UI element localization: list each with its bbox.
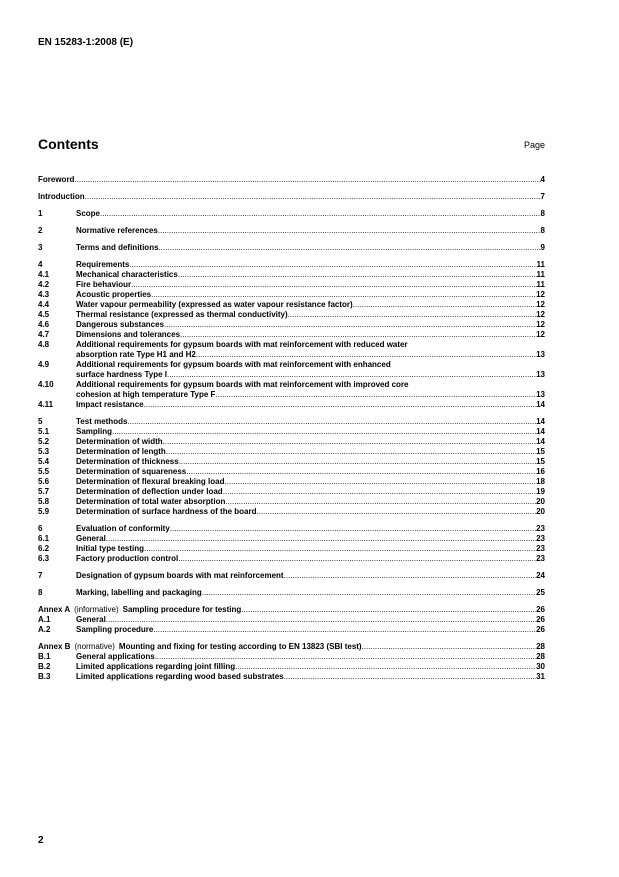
toc-entry[interactable] bbox=[38, 457, 545, 467]
toc-entry[interactable] bbox=[38, 290, 545, 300]
dot-leader bbox=[215, 390, 536, 400]
toc-title: Requirements bbox=[76, 260, 130, 269]
dot-leader bbox=[284, 672, 537, 682]
section-number: 5 bbox=[38, 417, 43, 426]
section-number: 5.6 bbox=[38, 477, 50, 486]
toc-title: Determination of squareness bbox=[76, 467, 187, 476]
toc-page-number: 14 bbox=[536, 427, 545, 436]
toc-page-number: 19 bbox=[536, 487, 545, 496]
toc-entry[interactable] bbox=[38, 300, 545, 310]
dot-leader bbox=[151, 290, 536, 300]
toc-entry[interactable] bbox=[38, 380, 545, 400]
dot-leader bbox=[284, 571, 537, 581]
section-number: 5.1 bbox=[38, 427, 50, 436]
toc-page-number: 26 bbox=[536, 605, 545, 614]
dot-leader bbox=[178, 270, 537, 280]
dot-leader bbox=[202, 588, 536, 598]
section-number: 4.3 bbox=[38, 290, 50, 299]
toc-line bbox=[38, 524, 545, 534]
toc-entry[interactable] bbox=[38, 507, 545, 517]
toc-page-number: 11 bbox=[536, 280, 545, 289]
toc-title: Acoustic properties bbox=[76, 290, 152, 299]
section-number: 5.9 bbox=[38, 507, 50, 516]
toc-entry[interactable] bbox=[38, 209, 545, 219]
section-number: 5.2 bbox=[38, 437, 50, 446]
toc-page-number: 20 bbox=[536, 507, 545, 516]
toc-line bbox=[38, 209, 545, 219]
toc-page-number: 12 bbox=[536, 320, 545, 329]
toc-title: Determination of total water absorption bbox=[76, 497, 226, 506]
dot-leader bbox=[85, 192, 541, 202]
dot-leader bbox=[288, 310, 536, 320]
dot-leader bbox=[235, 662, 536, 672]
section-number: 5.4 bbox=[38, 457, 50, 466]
toc-title: Determination of length bbox=[76, 447, 166, 456]
toc-line bbox=[38, 477, 545, 487]
section-number: 2 bbox=[38, 226, 43, 235]
section-number: 4 bbox=[38, 260, 43, 269]
toc-line bbox=[38, 300, 545, 310]
toc-page-number: 12 bbox=[536, 290, 545, 299]
toc-entry[interactable] bbox=[38, 330, 545, 340]
toc-entry[interactable] bbox=[38, 588, 545, 598]
toc-line bbox=[38, 554, 545, 564]
section-number: 6.3 bbox=[38, 554, 50, 563]
toc-line bbox=[38, 642, 545, 652]
toc-entry[interactable] bbox=[38, 524, 545, 534]
toc-line bbox=[38, 226, 545, 236]
dot-leader bbox=[129, 260, 536, 270]
section-number: 4.8 bbox=[38, 340, 50, 349]
toc-title-continued: absorption rate Type H1 and H2 bbox=[76, 350, 196, 359]
dot-leader bbox=[100, 209, 541, 219]
toc-page-number: 14 bbox=[536, 437, 545, 446]
dot-leader bbox=[225, 497, 536, 507]
toc-entry[interactable] bbox=[38, 534, 545, 544]
toc-entry[interactable] bbox=[38, 642, 545, 652]
toc-entry[interactable] bbox=[38, 270, 545, 280]
toc-page-number: 9 bbox=[540, 243, 545, 252]
toc-entry[interactable] bbox=[38, 400, 545, 410]
dot-leader bbox=[362, 642, 537, 652]
toc-page-number: 11 bbox=[536, 260, 545, 269]
annex-label: Annex B bbox=[38, 642, 71, 651]
section-number: 5.8 bbox=[38, 497, 50, 506]
page-title: Contents bbox=[38, 136, 99, 152]
toc-line bbox=[38, 320, 545, 330]
section-number: 4.1 bbox=[38, 270, 50, 279]
toc-line bbox=[38, 340, 545, 350]
toc-line bbox=[38, 652, 545, 662]
dot-leader bbox=[241, 605, 536, 615]
section-number: 4.4 bbox=[38, 300, 50, 309]
toc-title: Impact resistance bbox=[76, 400, 144, 409]
toc-entry[interactable] bbox=[38, 662, 545, 672]
dot-leader bbox=[163, 437, 536, 447]
toc-page-number: 12 bbox=[536, 310, 545, 319]
toc-title: Foreword bbox=[38, 175, 75, 184]
section-number: A.2 bbox=[38, 625, 51, 634]
section-number: 8 bbox=[38, 588, 43, 597]
section-number: 1 bbox=[38, 209, 43, 218]
toc-line bbox=[38, 615, 545, 625]
toc-entry[interactable] bbox=[38, 310, 545, 320]
toc-entry[interactable] bbox=[38, 571, 545, 581]
toc-page-number: 28 bbox=[536, 652, 545, 661]
section-number: B.3 bbox=[38, 672, 51, 681]
toc-line bbox=[38, 270, 545, 280]
section-number: 3 bbox=[38, 243, 43, 252]
toc-page-number: 8 bbox=[540, 209, 545, 218]
toc-line bbox=[38, 672, 545, 682]
toc-entry[interactable] bbox=[38, 226, 545, 236]
toc-page-number: 12 bbox=[536, 330, 545, 339]
toc-page-number: 23 bbox=[536, 524, 545, 533]
dot-leader bbox=[158, 226, 541, 236]
toc-entry[interactable] bbox=[38, 175, 545, 185]
toc-entry[interactable] bbox=[38, 340, 545, 360]
toc-line bbox=[38, 330, 545, 340]
dot-leader bbox=[224, 477, 536, 487]
section-number: 4.11 bbox=[38, 400, 54, 409]
dot-leader bbox=[144, 400, 537, 410]
toc-page-number: 26 bbox=[536, 615, 545, 624]
toc-title: Water vapour permeability (expressed as water vapour resistance factor) bbox=[76, 300, 353, 309]
toc-line bbox=[38, 310, 545, 320]
toc-page-number: 20 bbox=[536, 497, 545, 506]
toc-title: Sampling procedure for testing bbox=[122, 605, 242, 614]
section-number: A.1 bbox=[38, 615, 51, 624]
toc-line bbox=[38, 243, 545, 253]
toc-entry[interactable] bbox=[38, 360, 545, 380]
toc-title-continued: surface hardness Type I bbox=[76, 370, 167, 379]
toc-title: Additional requirements for gypsum boards with mat reinforcement with enhanced bbox=[76, 360, 391, 369]
toc-entry[interactable] bbox=[38, 625, 545, 635]
toc-entry[interactable] bbox=[38, 615, 545, 625]
toc-entry[interactable] bbox=[38, 437, 545, 447]
toc-page-number: 7 bbox=[540, 192, 545, 201]
toc-page-number: 4 bbox=[540, 175, 545, 184]
toc-page-number: 16 bbox=[536, 467, 545, 476]
toc-line bbox=[38, 290, 545, 300]
toc-title: Evaluation of conformity bbox=[76, 524, 170, 533]
toc-line bbox=[38, 507, 545, 517]
toc-entry[interactable] bbox=[38, 467, 545, 477]
toc-line-continued bbox=[38, 350, 545, 360]
section-number: 4.7 bbox=[38, 330, 50, 339]
toc-entry[interactable] bbox=[38, 417, 545, 427]
toc-title: Dangerous substances bbox=[76, 320, 165, 329]
dot-leader bbox=[112, 427, 536, 437]
section-number: 5.5 bbox=[38, 467, 50, 476]
dot-leader bbox=[223, 487, 536, 497]
annex-label: Annex A bbox=[38, 605, 71, 614]
section-number: 7 bbox=[38, 571, 43, 580]
toc-page-number: 14 bbox=[536, 400, 545, 409]
dot-leader bbox=[127, 417, 536, 427]
document-header: EN 15283-1:2008 (E) bbox=[38, 37, 134, 48]
section-number: 4.6 bbox=[38, 320, 50, 329]
toc-line-continued bbox=[38, 390, 545, 400]
toc-line bbox=[38, 360, 545, 370]
section-number: B.1 bbox=[38, 652, 51, 661]
toc-line bbox=[38, 625, 545, 635]
toc-page-number: 31 bbox=[536, 672, 545, 681]
toc-line bbox=[38, 260, 545, 270]
section-number: 4.9 bbox=[38, 360, 50, 369]
page-column-label: Page bbox=[523, 140, 545, 150]
toc-line bbox=[38, 427, 545, 437]
toc-title: General bbox=[76, 534, 106, 543]
toc-page-number: 25 bbox=[536, 588, 545, 597]
toc-title: Marking, labelling and packaging bbox=[76, 588, 202, 597]
dot-leader bbox=[167, 370, 536, 380]
dot-leader bbox=[166, 447, 536, 457]
toc-line bbox=[38, 400, 545, 410]
dot-leader bbox=[153, 625, 536, 635]
page-number: 2 bbox=[38, 835, 44, 846]
toc-page-number: 18 bbox=[536, 477, 545, 486]
toc-title: Determination of deflection under load bbox=[76, 487, 223, 496]
toc-line bbox=[38, 534, 545, 544]
dot-leader bbox=[131, 280, 536, 290]
toc-line bbox=[38, 662, 545, 672]
dot-leader bbox=[144, 544, 536, 554]
toc-title: Dimensions and tolerances bbox=[76, 330, 181, 339]
toc-title-continued: cohesion at high temperature Type F bbox=[76, 390, 216, 399]
toc-line bbox=[38, 571, 545, 581]
toc-title: Normative references bbox=[76, 226, 158, 235]
dot-leader bbox=[178, 554, 536, 564]
toc-page-number: 26 bbox=[536, 625, 545, 634]
toc-entry[interactable] bbox=[38, 605, 545, 615]
toc-title: Initial type testing bbox=[76, 544, 145, 553]
toc-title: General applications bbox=[76, 652, 155, 661]
toc-title: Mechanical characteristics bbox=[76, 270, 178, 279]
dot-leader bbox=[186, 467, 536, 477]
dot-leader bbox=[155, 652, 536, 662]
dot-leader bbox=[180, 330, 536, 340]
toc-title: Sampling bbox=[76, 427, 113, 436]
dot-leader bbox=[164, 320, 536, 330]
section-number: 6 bbox=[38, 524, 43, 533]
toc-page-number: 24 bbox=[536, 571, 545, 580]
section-number: 4.2 bbox=[38, 280, 50, 289]
dot-leader bbox=[159, 243, 541, 253]
toc-page-number: 23 bbox=[536, 534, 545, 543]
toc-line bbox=[38, 457, 545, 467]
dot-leader bbox=[106, 615, 536, 625]
toc-title: Additional requirements for gypsum boards with mat reinforcement with improved core bbox=[76, 380, 409, 389]
toc-line bbox=[38, 175, 545, 185]
toc-line bbox=[38, 467, 545, 477]
toc-page-number: 11 bbox=[536, 270, 545, 279]
toc-line bbox=[38, 380, 545, 390]
annex-kind: (normative) bbox=[74, 642, 115, 651]
toc-title: Determination of width bbox=[76, 437, 163, 446]
toc-entry[interactable] bbox=[38, 497, 545, 507]
dot-leader bbox=[106, 534, 536, 544]
section-number: 5.7 bbox=[38, 487, 50, 496]
toc-page-number: 23 bbox=[536, 544, 545, 553]
toc-entry[interactable] bbox=[38, 280, 545, 290]
dot-leader bbox=[74, 175, 540, 185]
toc-title: Introduction bbox=[38, 192, 85, 201]
toc-page-number: 30 bbox=[536, 662, 545, 671]
dot-leader bbox=[353, 300, 536, 310]
section-number: 4.10 bbox=[38, 380, 54, 389]
toc-line bbox=[38, 417, 545, 427]
toc-entry[interactable] bbox=[38, 447, 545, 457]
toc-title: General bbox=[76, 615, 106, 624]
toc-title: Designation of gypsum boards with mat reinforcement bbox=[76, 571, 284, 580]
toc-entry[interactable] bbox=[38, 260, 545, 270]
toc-title: Determination of thickness bbox=[76, 457, 179, 466]
section-number: 4.5 bbox=[38, 310, 50, 319]
toc-line bbox=[38, 588, 545, 598]
dot-leader bbox=[256, 507, 536, 517]
toc-title: Sampling procedure bbox=[76, 625, 154, 634]
toc-page-number: 15 bbox=[536, 447, 545, 456]
toc-page-number: 23 bbox=[536, 554, 545, 563]
toc-title: Terms and definitions bbox=[76, 243, 159, 252]
toc-title: Mounting and fixing for testing according to EN 13823 (SBI test) bbox=[118, 642, 362, 651]
dot-leader bbox=[179, 457, 536, 467]
toc-entry[interactable] bbox=[38, 243, 545, 253]
table-of-contents bbox=[38, 175, 545, 682]
toc-line bbox=[38, 447, 545, 457]
toc-page-number: 13 bbox=[536, 370, 545, 379]
toc-page-number: 13 bbox=[536, 390, 545, 399]
toc-entry[interactable] bbox=[38, 477, 545, 487]
toc-line bbox=[38, 437, 545, 447]
dot-leader bbox=[170, 524, 536, 534]
toc-page-number: 14 bbox=[536, 417, 545, 426]
toc-line bbox=[38, 280, 545, 290]
toc-line bbox=[38, 605, 545, 615]
dot-leader bbox=[196, 350, 536, 360]
toc-page-number: 12 bbox=[536, 300, 545, 309]
toc-entry[interactable] bbox=[38, 487, 545, 497]
toc-entry[interactable] bbox=[38, 544, 545, 554]
section-number: 6.1 bbox=[38, 534, 50, 543]
toc-entry[interactable] bbox=[38, 192, 545, 202]
toc-page-number: 15 bbox=[536, 457, 545, 466]
toc-title: Thermal resistance (expressed as thermal conductivity) bbox=[76, 310, 288, 319]
toc-page-number: 13 bbox=[536, 350, 545, 359]
toc-title: Limited applications regarding wood based substrates bbox=[76, 672, 284, 681]
toc-title: Fire behaviour bbox=[76, 280, 132, 289]
annex-kind: (informative) bbox=[74, 605, 119, 614]
toc-entry[interactable] bbox=[38, 652, 545, 662]
toc-page-number: 28 bbox=[536, 642, 545, 651]
toc-title: Additional requirements for gypsum boards with mat reinforcement with reduced water bbox=[76, 340, 408, 349]
toc-line bbox=[38, 497, 545, 507]
toc-line bbox=[38, 487, 545, 497]
toc-entry[interactable] bbox=[38, 554, 545, 564]
section-number: 6.2 bbox=[38, 544, 50, 553]
toc-entry[interactable] bbox=[38, 320, 545, 330]
toc-entry[interactable] bbox=[38, 672, 545, 682]
toc-line bbox=[38, 192, 545, 202]
toc-entry[interactable] bbox=[38, 427, 545, 437]
toc-title: Test methods bbox=[76, 417, 128, 426]
toc-title: Determination of flexural breaking load bbox=[76, 477, 225, 486]
toc-title: Factory production control bbox=[76, 554, 179, 563]
toc-title: Scope bbox=[76, 209, 101, 218]
section-number: 5.3 bbox=[38, 447, 50, 456]
toc-title: Limited applications regarding joint filling bbox=[76, 662, 236, 671]
toc-page-number: 8 bbox=[540, 226, 545, 235]
toc-line-continued bbox=[38, 370, 545, 380]
section-number: B.2 bbox=[38, 662, 51, 671]
toc-title: Determination of surface hardness of the board bbox=[76, 507, 257, 516]
toc-line bbox=[38, 544, 545, 554]
